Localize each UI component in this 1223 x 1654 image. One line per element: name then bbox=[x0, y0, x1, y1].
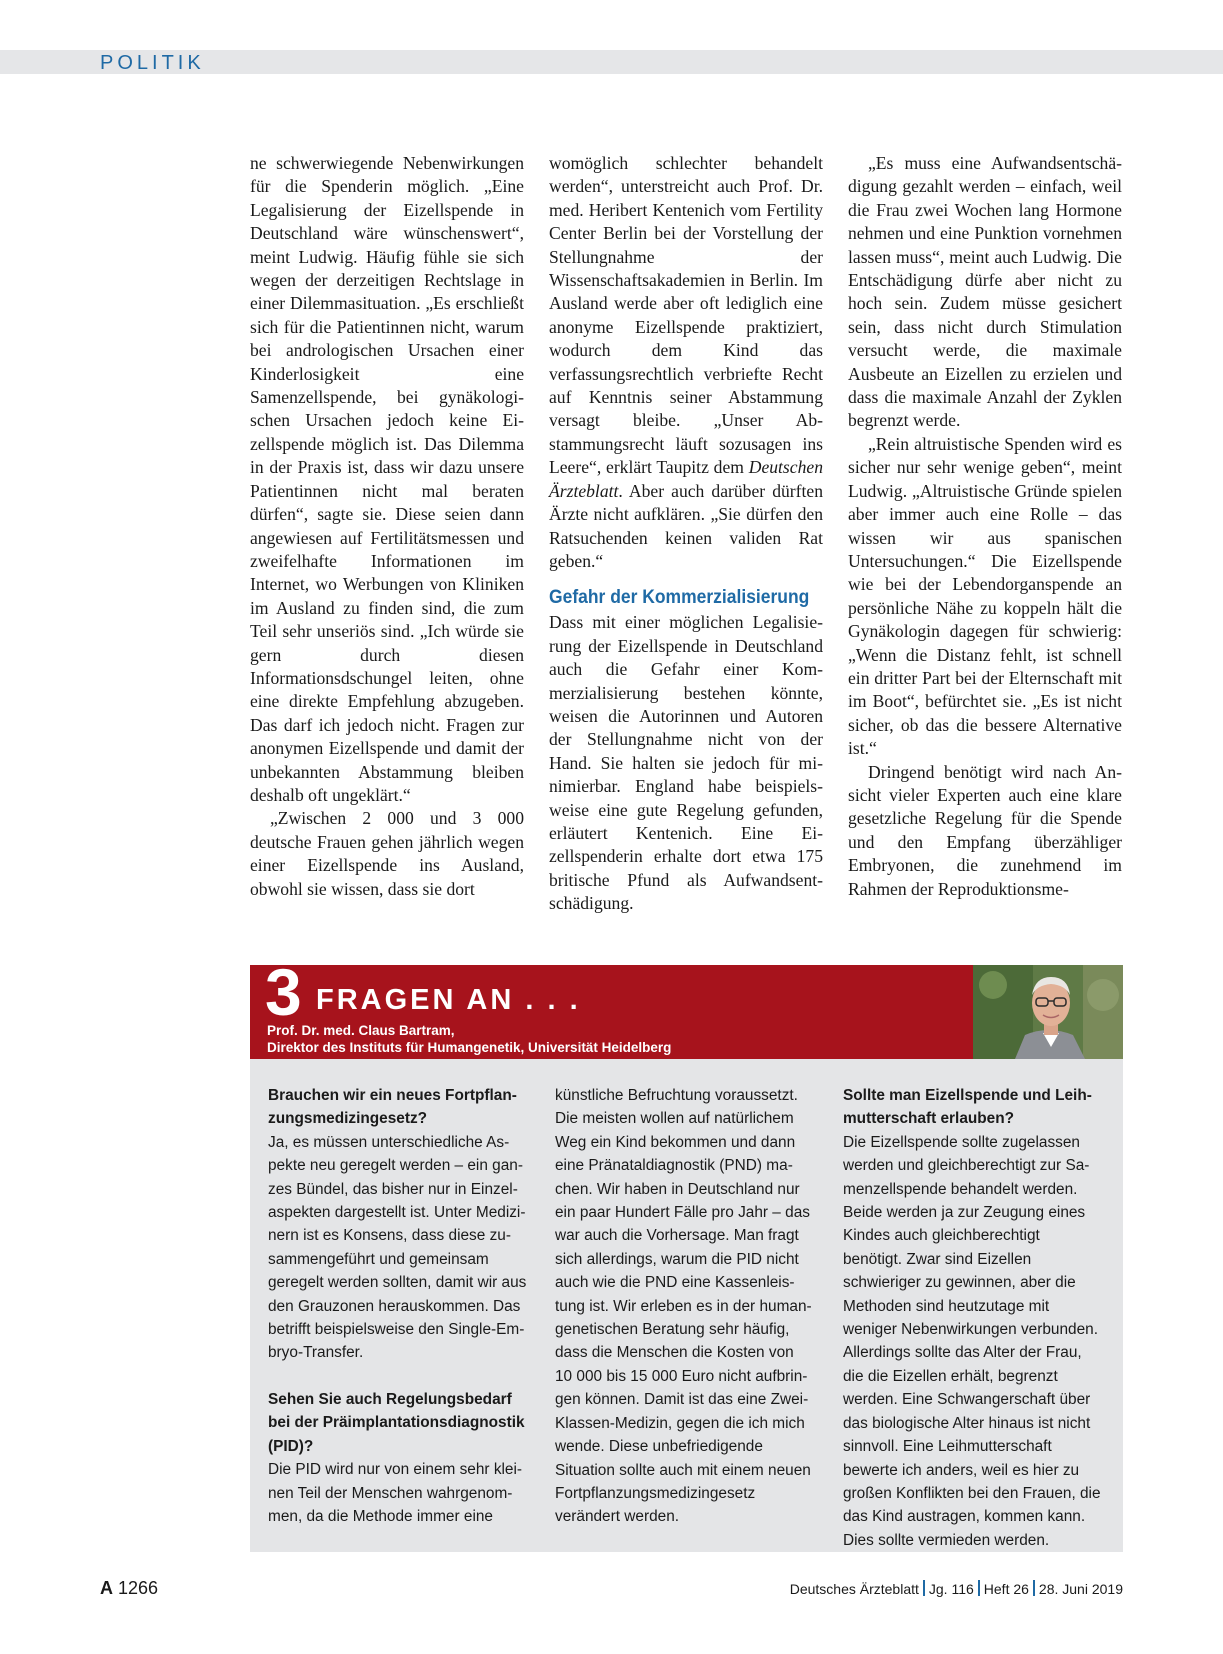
separator bbox=[1033, 1580, 1035, 1596]
article-paragraph bbox=[549, 152, 823, 573]
interviewee bbox=[267, 1022, 671, 1056]
interview-question: Sehen Sie auch Regelungsbedarf bei der Präimplantationsdiagnostik (PID)? bbox=[268, 1390, 525, 1455]
separator bbox=[978, 1580, 980, 1596]
spacer bbox=[268, 1365, 528, 1388]
interview-answer: Die PID wird nur von einem sehr kleinen Teil der Menschen wahrgenommen, da die Methode immer eine bbox=[268, 1461, 523, 1525]
article-column-2 bbox=[549, 152, 823, 916]
banner-number: 3 bbox=[265, 955, 302, 1029]
article-paragraph: Dringend benötigt wird nach Ansicht vieler Experten auch eine klare gesetzliche Regelung für die Spende und den Empfang überzähliger Embryonen, die zunehmend im Rahmen der Reproduktionsme- bbox=[848, 761, 1122, 899]
journal-title: Deutsches Ärzteblatt bbox=[789, 1581, 919, 1597]
portrait-image bbox=[973, 965, 1123, 1059]
date: 28. Juni 2019 bbox=[1038, 1581, 1123, 1597]
article-text: womöglich schlechter behandelt werden“, unterstreicht auch Prof. Dr. med. Heribert Kentenich vom Fertility Center Berlin bei der Vorstellung der Stellungnahme der Wissenschaftsakademien in Berlin. Im Ausland werde aber oft lediglich eine anonyme Eizellspende praktiziert, wodurch dem Kind das verfassungsrechtlich verbriefte Recht auf Kenntnis seiner Abstammung versagt bleibe. „Unser Abstammungsrecht läuft sozusagen ins Leere“, erklärt Taupitz dem bbox=[549, 153, 823, 478]
page-number bbox=[100, 1578, 158, 1599]
portrait-photo bbox=[973, 965, 1123, 1059]
interview-column-2 bbox=[555, 1084, 815, 1529]
banner-title: FRAGEN AN . . . bbox=[316, 984, 581, 1016]
interviewee-name: Prof. Dr. med. Claus Bartram, bbox=[267, 1023, 455, 1038]
article-paragraph: „Zwischen 2 000 und 3 000 deutsche Frauen gehen jährlich wegen einer Eizellspende ins Ausland, obwohl sie wissen, dass sie dort bbox=[250, 808, 524, 899]
article-text: . Aber auch darüber dürften Ärzte nicht aufklären. „Sie dürfen den Ratsuchenden keinen validen Rat geben.“ bbox=[549, 480, 823, 571]
issue: Heft 26 bbox=[983, 1581, 1029, 1597]
article-paragraph: „Rein altruistische Spenden wird es sicher nur sehr wenige geben“, meint Ludwig. „Altruistische Gründe spielen aber immer auch eine Rolle – das wissen wir aus spanischen Untersuchungen.“ Die Eizellspende wie bei der Lebendorganspende an persönliche Nähe zu koppeln hält die Gynäkologin dagegen für schwierig: „Wenn die Distanz fehlt, ist schnell ein dritter Part bei der Elternschaft mit im Boot“, befürchtet sie. „Es ist nicht sicher, ob das die bessere Alternative ist.“ bbox=[848, 433, 1122, 759]
volume: Jg. 116 bbox=[928, 1581, 974, 1597]
interview-column-3 bbox=[843, 1084, 1103, 1552]
article-paragraph: „Es muss eine Aufwandsentschädigung gezahlt werden – einfach, weil die Frau zwei Wochen lang Hormone nehmen und eine Punktion vornehmen lassen muss“, meint auch Ludwig. Die Entschädigung dürfe aber nicht zu hoch sein. Zudem müsse gesichert sein, dass nicht durch Stimulation versucht werde, die maximale Ausbeute an Eizellen zu erzielen und dass die maximale Anzahl der Zyklen begrenzt werde. bbox=[848, 153, 1122, 431]
interview-column-1 bbox=[268, 1084, 528, 1528]
article-column-1 bbox=[250, 152, 524, 901]
article-paragraph: ne schwerwiegende Nebenwirkungen für die Spenderin möglich. „Eine Legalisierung der Eizellspende in Deutschland wäre wünschenswert“, meint Ludwig. Häufig fühle sie sich wegen der derzeitigen Rechtslage in einer Dilemmasituation. „Es erschließt sich für die Patientinnen nicht, warum bei andrologischen Ursachen einer Kinderlosigkeit eine Samenzellspende, bei gynäkologischen Ursachen jedoch keine Eizellspende möglich ist. Das Dilemma in der Praxis ist, dass wir dazu unsere Patientinnen nicht mal beraten dürfen“, sagte sie. Diese seien dann angewiesen auf Fertilitätsmessen und zweifelhafte Informationen im Internet, wo Werbungen von Kliniken im Ausland zu finden sind, die zum Teil sehr unseriös sind. „Ich würde sie gern durch diesen Informationsdschungel leiten, ohne eine direkte Empfehlung abzugeben. Das darf ich jedoch nicht. Fragen zur anonymen Eizellspende und damit der unbekannten Abstammung bleiben deshalb oft ungeklärt.“ bbox=[250, 153, 524, 805]
page-number-value: 1266 bbox=[118, 1578, 159, 1598]
journal-name: Deutschen Ärzteblatt bbox=[549, 457, 823, 501]
interview-answer: künstliche Befruchtung voraussetzt. Die meisten wollen auf natürlichem Weg ein Kind bekommen und dann eine Pränataldiagnostik (PND) machen. Wir haben in Deutschland nur ein paar Hundert Fälle pro Jahr – das war auch die Vorhersage. Man fragt sich allerdings, warum die PID nicht auch wie die PND eine Kassenleistung ist. Wir erleben es in der humangenetischen Beratung sehr häufig, dass die Menschen die Kosten von 10 000 bis 15 000 Euro nicht aufbringen können. Damit ist das eine Zwei-Klassen-Medizin, gegen die ich mich wende. Diese unbefriedigende Situation sollte auch mit einem neuen Fortpflanzungsmedizingesetz verändert werden. bbox=[555, 1087, 812, 1526]
footer-citation bbox=[790, 1580, 1123, 1597]
subheading: Gefahr der Kommerzialisierung bbox=[549, 587, 810, 609]
page-prefix: A bbox=[100, 1578, 113, 1598]
article-column-3 bbox=[848, 152, 1122, 901]
article-paragraph: Dass mit einer möglichen Legalisierung der Eizellspende in Deutschland auch die Gefahr einer Kommerzialisierung bestehen könnte, weisen die Autorinnen und Autoren der Stellungnahme nicht von der Hand. Sie halten sie jedoch für minimierbar. England habe beispielsweise eine gute Regelung gefunden, erläutert Kentenich. Eine Eizellspenderin erhalte dort etwa 175 britische Pfund als Aufwandsentschädigung. bbox=[549, 612, 823, 914]
separator bbox=[923, 1580, 925, 1596]
interview-answer: Ja, es müssen unterschiedliche Aspekte neu geregelt werden – ein ganzes Bündel, das bisher nur in Einzelaspekten dargestellt ist. Unter Medizinern ist es Konsens, dass diese zusammengeführt und gemeinsam geregelt werden sollten, damit wir aus den Grauzonen herauskommen. Das betrifft beispielsweise den Single-Embryo-Transfer. bbox=[268, 1133, 527, 1362]
interview-question: Brauchen wir ein neues Fortpflanzungsmedizingesetz? bbox=[268, 1087, 517, 1128]
section-label: POLITIK bbox=[100, 52, 205, 74]
interview-question: Sollte man Eizellspende und Leihmutterschaft erlauben? bbox=[843, 1087, 1092, 1128]
interviewee-role: Direktor des Instituts für Humangenetik, Universität Heidelberg bbox=[267, 1040, 672, 1055]
interview-answer: Die Eizellspende sollte zugelassen werden und gleichberechtigt zur Samenzellspende behandelt werden. Beide werden ja zur Zeugung eines Kindes auch gleichberechtigt benötigt. Zwar sind Eizellen schwieriger zu gewinnen, aber die Methoden sind heutzutage mit weniger Nebenwirkungen verbunden. Allerdings sollte das Alter der Frau, die die Eizellen erhält, begrenzt werden. Eine Schwangerschaft über das biologische Alter hinaus ist nicht sinnvoll. Eine Leihmutterschaft bewerte ich anders, weil es hier zu großen Konflikten bei den Frauen, die das Kind austragen, kommen kann. Dies sollte vermieden werden. bbox=[843, 1133, 1101, 1549]
